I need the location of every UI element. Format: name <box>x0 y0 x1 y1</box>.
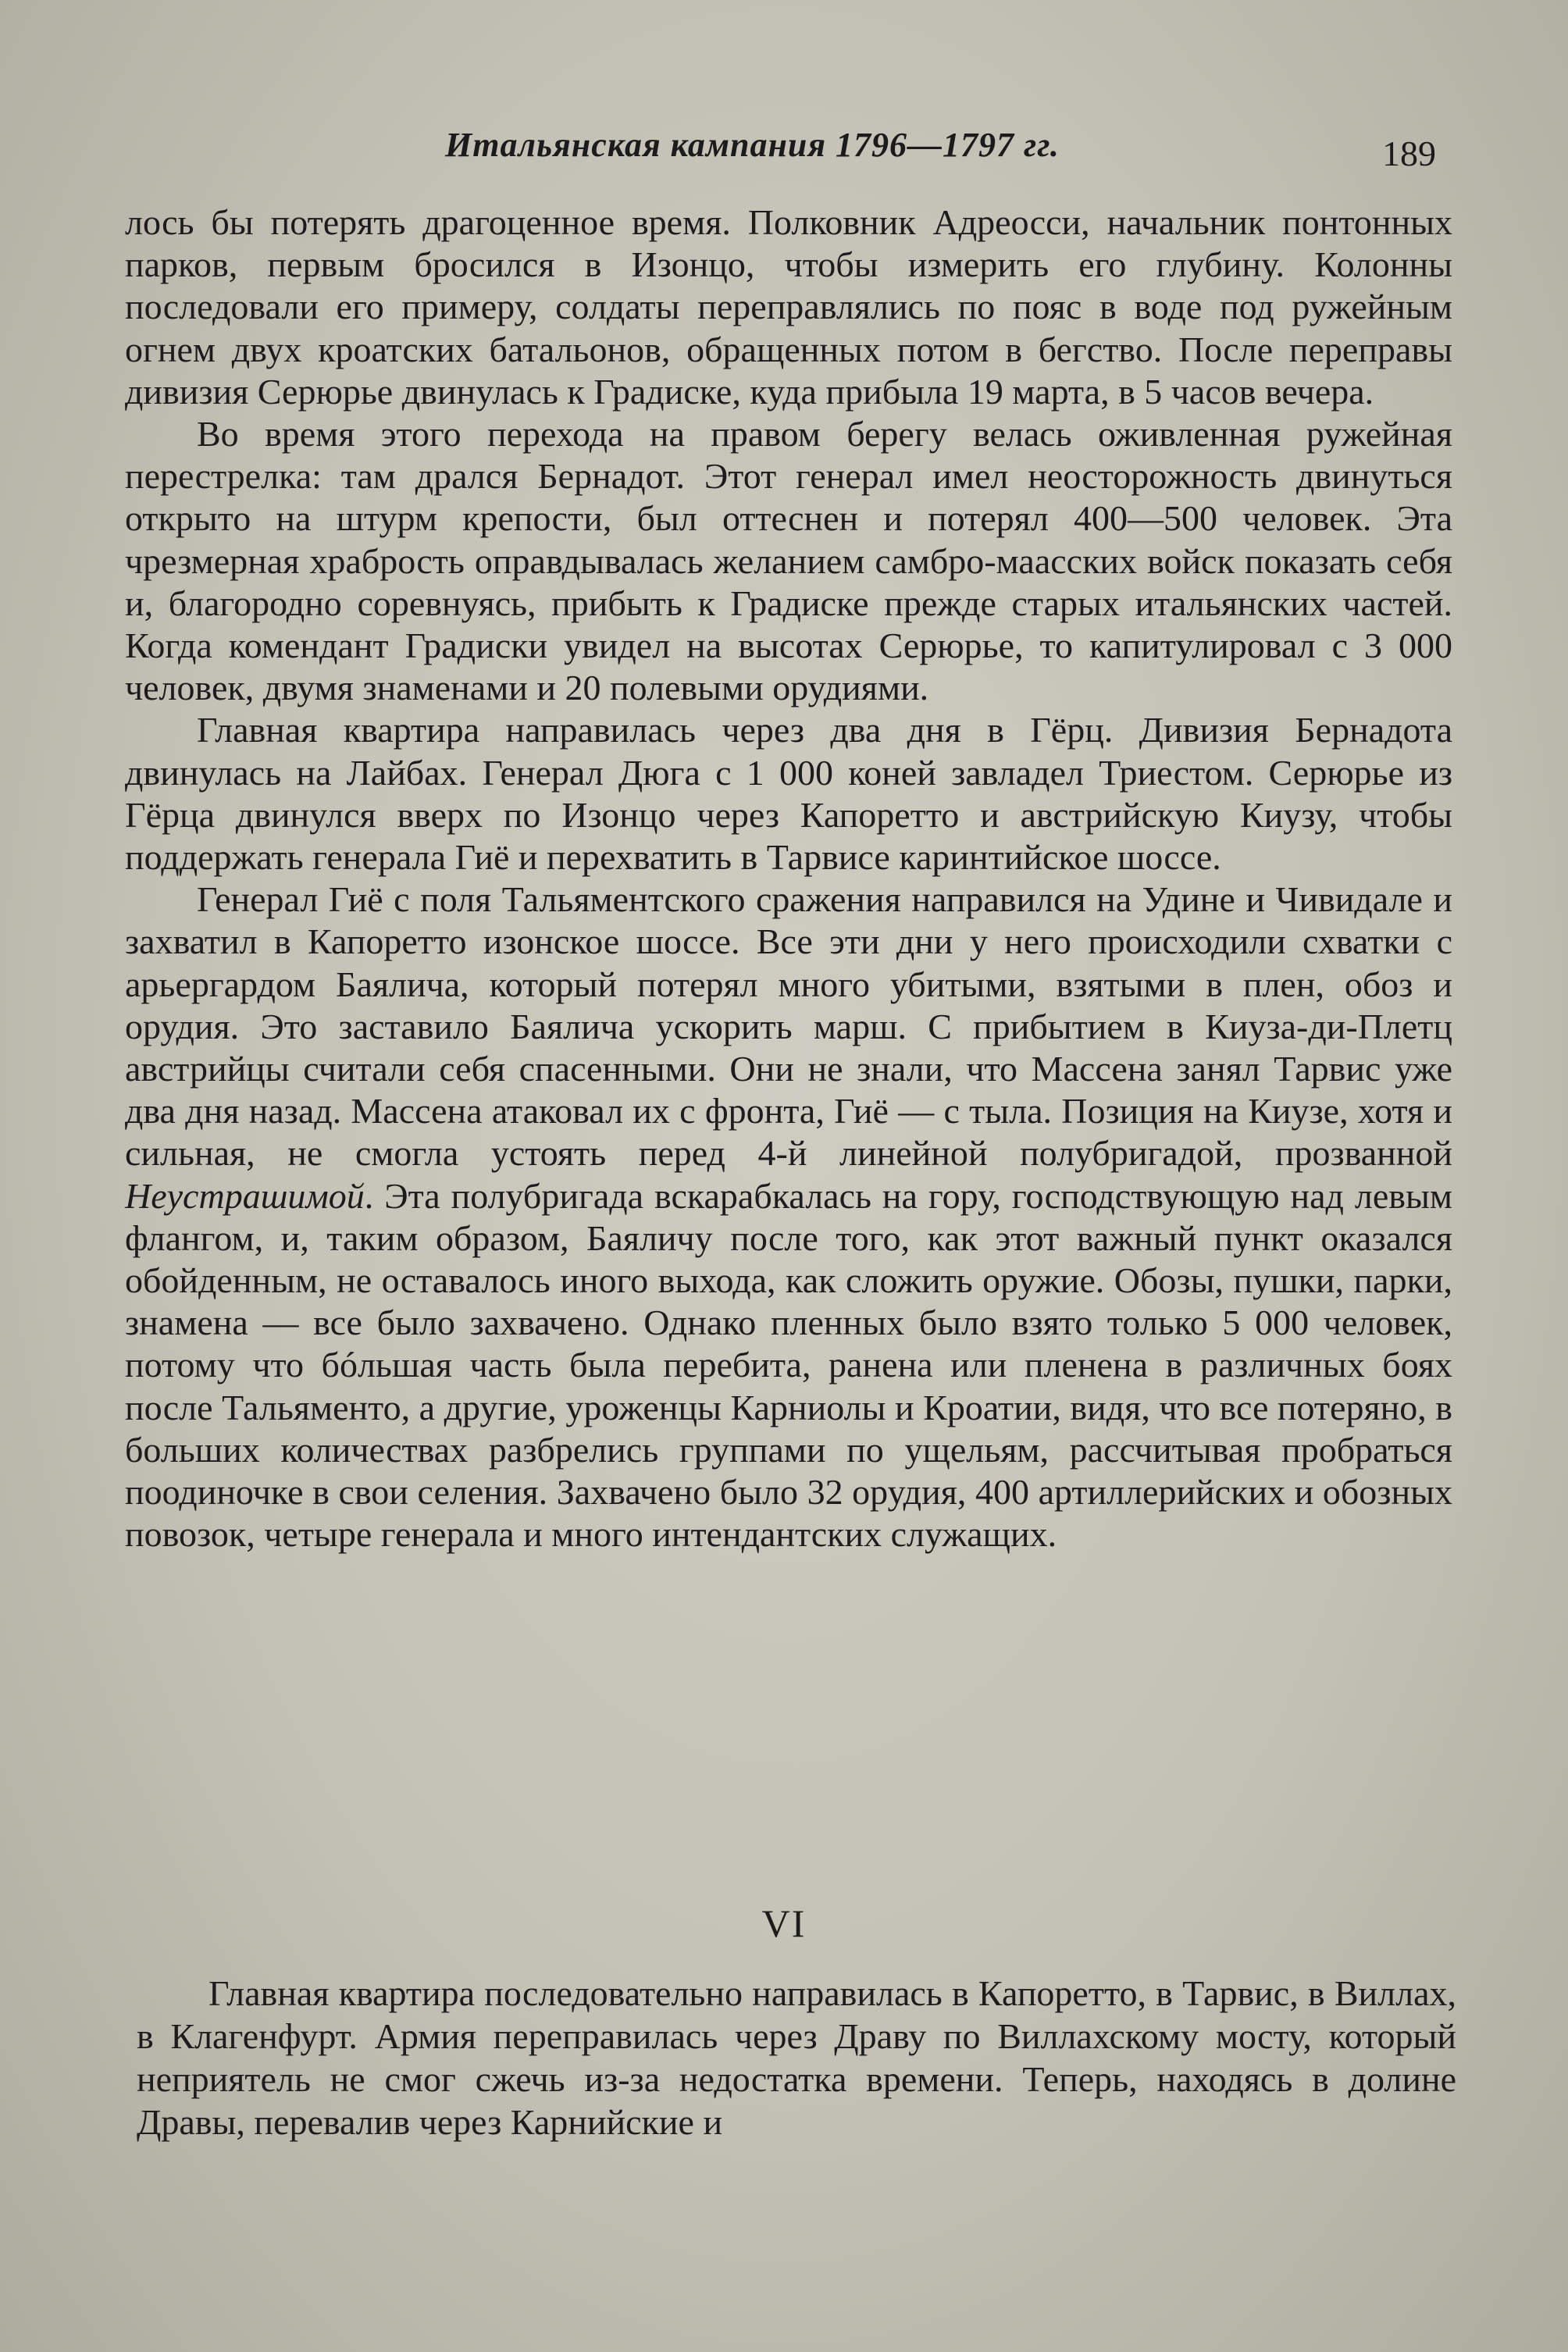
paragraph-4 <box>125 878 1452 1556</box>
paragraph-1: лось бы потерять драгоценное время. Полковник Адреосси, начальник понтонных парков, первым бросился в Изонцо, чтобы измерить его глубину. Колонны последовали его примеру, солдаты переправлялись по пояс в воде под ружейным огнем двух кроатских батальонов, обращенных потом в бегство. После переправы дивизия Серюрье двинулась к Градиске, куда прибыла 19 марта, в 5 часов вечера. <box>125 202 1452 412</box>
section-text <box>137 1972 1456 2144</box>
paragraph-3: Главная квартира направилась через два дня в Гёрц. Дивизия Бернадота двинулась на Лайбах. Генерал Дюга с 1 000 коней завладел Триестом. Серюрье из Гёрца двинулся вверх по Изонцо через Капоретто и австрийскую Киузу, чтобы поддержать генерала Гиё и перехватить в Тарвисе каринтийское шоссе. <box>125 710 1452 878</box>
page-number: 189 <box>1382 134 1436 173</box>
main-text <box>125 201 1452 1556</box>
running-title: Итальянская кампания 1796—1797 гг. <box>445 126 1060 164</box>
paragraph-4-emphasis: Неустрашимой <box>125 1175 365 1216</box>
paragraph-4-text-end: . Эта полубригада вскарабкалась на гору, господствующую над левым флангом, и, таким образом, Баяличу после того, как этот важный пункт оказался обойденным, не оставалось иного выхода, как сложить оружие. Обозы, пушки, парки, знамена — все было захвачено. Однако пленных было взято только 5 000 человек, потому что бóльшая часть была перебита, ранена или пленена в различных боях после Тальяменто, а другие, уроженцы Карниолы и Кроатии, видя, что все потеряно, в больших количествах разбрелись группами по ущельям, рассчитывая пробраться поодиночке в свои селения. Захвачено было 32 орудия, 400 артиллерийских и обозных повозок, четыре генерала и много интендантских служащих. <box>125 1175 1452 1555</box>
section-heading: VI <box>761 1901 807 1945</box>
paragraph-4-text-start: Генерал Гиё с поля Тальяментского сражения направился на Удине и Чивидале и захватил в Капоретто изонское шоссе. Все эти дни у него происходили схватки с арьергардом Баялича, который потерял много убитыми, взятыми в плен, обоз и орудия. Это заставило Баялича ускорить марш. С прибытием в Киуза-ди-Плетц австрийцы считали себя спасенными. Они не знали, что Массена занял Тарвис уже два дня назад. Массена атаковал их с фронта, Гиё — с тыла. Позиция на Киузе, хотя и сильная, не смогла устоять перед 4-й линейной полубригадой, прозванной <box>125 879 1452 1174</box>
paragraph-2: Во время этого перехода на правом берегу велась оживленная ружейная перестрелка: там дрался Бернадот. Этот генерал имел неосторожность двинуться открыто на штурм крепости, был оттеснен и потерял 400—500 человек. Эта чрезмерная храбрость оправдывалась желанием самбро-маасских войск показать себя и, благородно соревнуясь, прибыть к Градиске прежде старых итальянских частей. Когда комендант Градиски увидел на высотах Серюрье, то капитулировал с 3 000 человек, двумя знаменами и 20 полевыми орудиями. <box>125 414 1452 708</box>
section-paragraph: Главная квартира последовательно направилась в Капоретто, в Тарвис, в Виллах, в Клагенфурт. Армия переправилась через Драву по Виллахскому мосту, который неприятель не смог сжечь из-за недостатка времени. Теперь, находясь в долине Дравы, перевалив через Карнийские и <box>137 1973 1456 2142</box>
